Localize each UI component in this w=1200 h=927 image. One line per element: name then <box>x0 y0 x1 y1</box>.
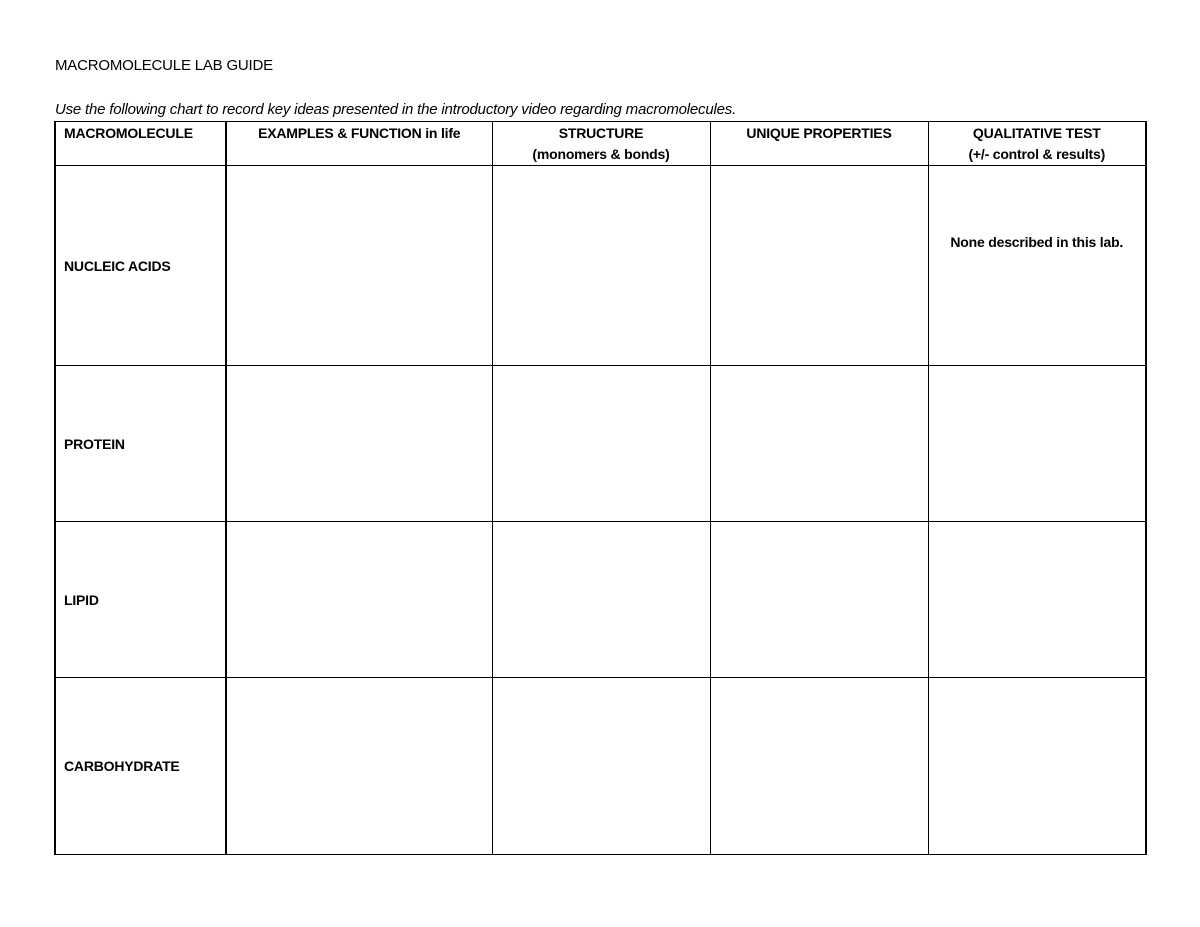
cell-structure-carbohydrate[interactable] <box>492 678 710 855</box>
table-row-carbohydrate <box>55 678 1146 855</box>
cell-examples-protein[interactable] <box>226 366 492 522</box>
header-qualitative-test <box>928 122 1146 166</box>
row-label-nucleic-acids: NUCLEIC ACIDS <box>55 166 226 366</box>
cell-test-carbohydrate[interactable] <box>928 678 1146 855</box>
table-row-protein <box>55 366 1146 522</box>
row-label-lipid: LIPID <box>55 522 226 678</box>
cell-test-lipid[interactable] <box>928 522 1146 678</box>
header-macromolecule: MACROMOLECULE <box>55 122 226 166</box>
cell-structure-protein[interactable] <box>492 366 710 522</box>
cell-structure-nucleic-acids[interactable] <box>492 166 710 366</box>
header-row <box>55 122 1146 166</box>
instructions-text: Use the following chart to record key ideas presented in the introductory video regarding macromolecules. <box>55 101 737 118</box>
cell-examples-carbohydrate[interactable] <box>226 678 492 855</box>
cell-examples-lipid[interactable] <box>226 522 492 678</box>
test-note-nucleic-acids: None described in this lab. <box>950 234 1124 250</box>
cell-examples-nucleic-acids[interactable] <box>226 166 492 366</box>
header-test-title: QUALITATIVE TEST <box>972 125 1101 141</box>
document-title: MACROMOLECULE LAB GUIDE <box>55 57 273 74</box>
cell-test-nucleic-acids <box>928 166 1146 366</box>
header-test-subtitle: (+/- control & results) <box>968 146 1106 162</box>
row-label-carbohydrate: CARBOHYDRATE <box>55 678 226 855</box>
header-examples-function: EXAMPLES & FUNCTION in life <box>226 122 492 166</box>
cell-properties-protein[interactable] <box>710 366 928 522</box>
cell-structure-lipid[interactable] <box>492 522 710 678</box>
macromolecule-chart <box>54 121 1147 855</box>
header-unique-properties: UNIQUE PROPERTIES <box>710 122 928 166</box>
table-row-nucleic-acids <box>55 166 1146 366</box>
cell-test-protein[interactable] <box>928 366 1146 522</box>
cell-properties-nucleic-acids[interactable] <box>710 166 928 366</box>
cell-properties-lipid[interactable] <box>710 522 928 678</box>
header-structure-title: STRUCTURE <box>558 125 644 141</box>
header-structure <box>492 122 710 166</box>
row-label-protein: PROTEIN <box>55 366 226 522</box>
header-structure-subtitle: (monomers & bonds) <box>532 146 670 162</box>
cell-properties-carbohydrate[interactable] <box>710 678 928 855</box>
table-row-lipid <box>55 522 1146 678</box>
